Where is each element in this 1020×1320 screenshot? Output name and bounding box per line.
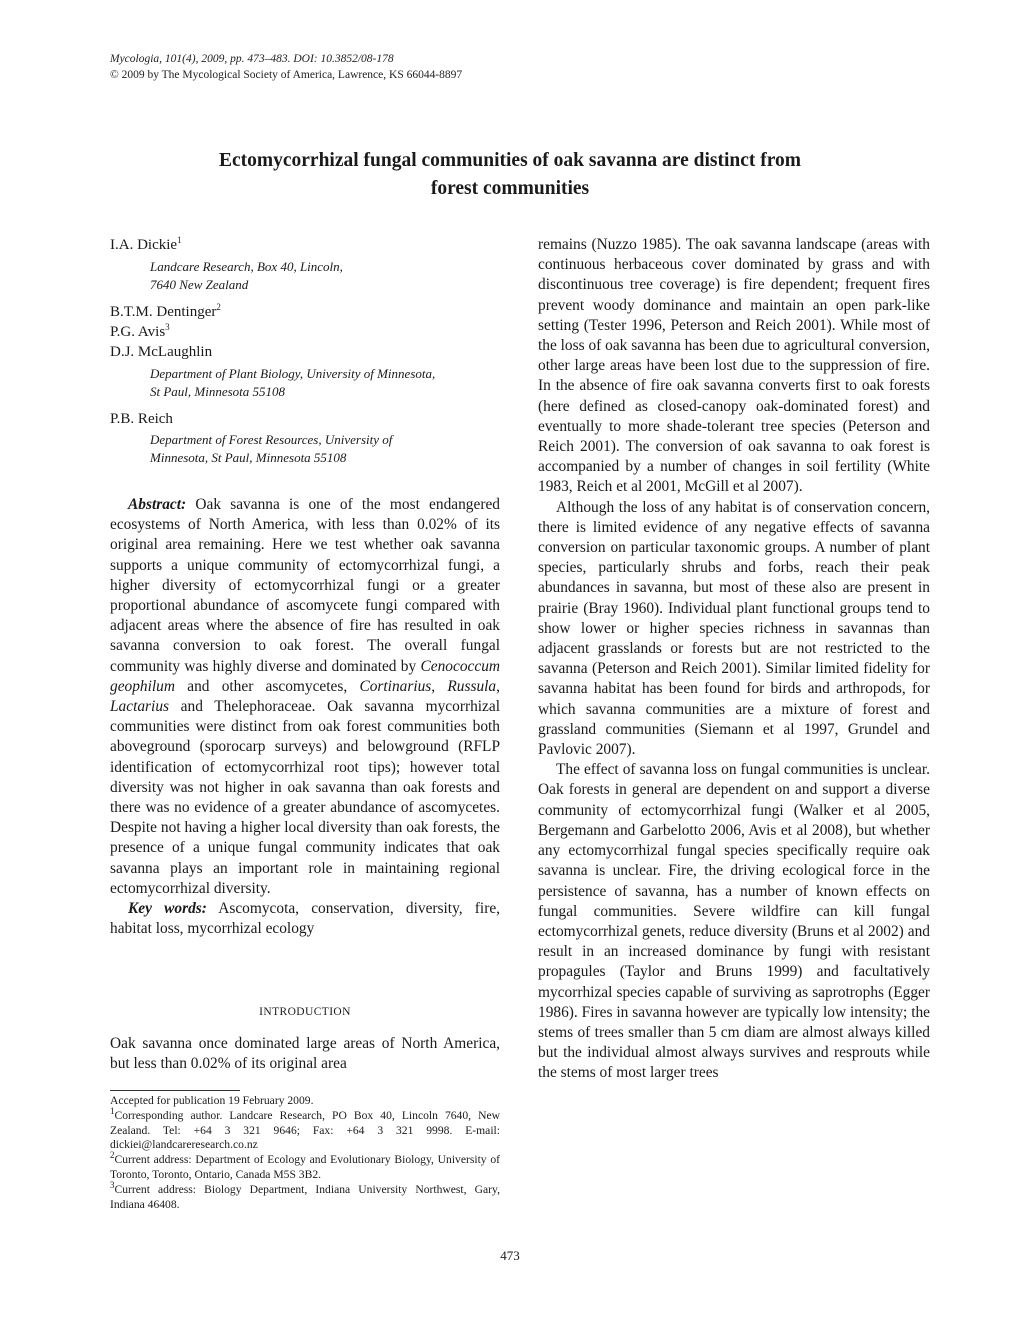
introduction-heading: INTRODUCTION (259, 1006, 351, 1018)
intro-paragraph-3: The effect of savanna loss on fungal communities is unclear. Oak forests in general are dependent on and support a diverse community of ectomycorrhizal fungi (Walker et al 2005, Bergemann and Garbelotto 2006, Avis et al 2008), but whether any ectomycorrhizal fungal species specifically require oak savanna is unclear. Fire, the driving ecological force in the persistence of savanna, has a number of known effects on fungal communities. Severe wildfire can kill fungal ectomycorrhizal genets, reduce diversity (Bruns et al 2002) and result in an increased dominance by fungi with resistant propagules (Taylor and Bruns 1999) and facultatively mycorrhizal species capable of surviving as saprotrophs (Egger 1986). Fires in savanna however are typically low intensity; the stems of trees smaller than 5 cm diam are almost always killed but the individual almost always survives and resprouts while the stems of most larger trees (538, 761, 930, 1082)
intro-paragraph-2: Although the loss of any habitat is of conservation concern, there is limited evidence of any negative effects of savanna conversion on particular taxonomic groups. A number of plant species, particularly shrubs and forbs, reach their peak abundances in savanna, but most of these also are present in prairie (Bray 1960). Individual plant functional groups tend to show lower or higher species richness in savannas than adjacent grasslands or forests but are not restricted to the savanna (Peterson and Reich 2001). Similar limited fidelity for savanna habitat has been found for birds and arthropods, for which savanna communities are a mixture of forest and grassland communities (Siemann et al 1997, Grundel and Pavlovic 2007). (538, 498, 930, 759)
abstract: Abstract: Oak savanna is one of the most endangered ecosystems of North America, with less than 0.02% of its original area remaining. Here we test whether oak savanna supports a unique community of ectomycorrhizal fungi, a higher diversity of ectomycorrhizal fungi or a greater proportional abundance of ascomycete fungi compared with adjacent areas where the absence of fire has resulted in oak savanna conversion to oak forest. The overall fungal community was highly diverse and dominated by Cenococcum geophilum and other ascomycetes, Cortinarius, Russula, Lactarius and Thelephoraceae. Oak savanna mycorrhizal communities were distinct from oak forest communities both aboveground (sporocarp surveys) and belowground (RFLP identification of ectomycorrhizal root tips); however total diversity was not higher in oak savanna than oak forests and there was no evidence of a greater abundance of ascomycetes. Despite not having a higher local diversity than oak forests, the presence of a unique fungal community indicates that oak savanna plays an important role in maintaining regional ectomycorrhizal diversity. Key words: Ascomycota, conservation, diversity, fire, habitat loss, mycorrhizal ecology (110, 495, 500, 939)
title-line-2: forest communities (430, 178, 590, 199)
intro-paragraph-continued: remains (Nuzzo 1985). The oak savanna landscape (areas with continuous herbaceous cover dominated by grass and with discontinuous tree coverage) is fire dependent; frequent fires prevent woody dominance and maintain an open park-like setting (Tester 1996, Peterson and Reich 2001). While most of the loss of oak savanna has been due to agricultural conversion, other large areas have been lost due to the suppression of fire. In the absence of fire oak savanna converts first to oak forests (here defined as closed-canopy oak-dominated forest) and eventually to more shade-tolerant tree species (Peterson and Reich 2001). The conversion of oak savanna to oak forest is accompanied by a number of changes in soil fertility (White 1983, Reich et al 2001, McGill et al 2007). (538, 236, 930, 496)
affiliation-landcare: Landcare Research, Box 40, Lincoln, 7640 New Zealand (150, 259, 343, 292)
footnote-3: $^3$Current address: Biology Department, Indiana University Northwest, Gary, Indiana 46408. (110, 1179, 500, 1211)
right-column (538, 235, 930, 1084)
affiliation-plant-biology: Department of Plant Biology, University of Minnesota, St Paul, Minnesota 55108 (150, 366, 436, 399)
introduction-paragraph: Oak savanna once dominated large areas of North America, but less than 0.02% of its original area (110, 1035, 500, 1073)
article-title (110, 147, 910, 203)
journal-citation: Mycologia, 101(4), 2009, pp. 473–483. DOI: 10.3852/08-178 (110, 53, 394, 65)
footnote-2: $^2$Current address: Department of Ecology and Evolutionary Biology, University of Toronto, Toronto, Ontario, Canada M5S 3B2. (110, 1150, 500, 1181)
accepted-date: Accepted for publication 19 February 2009. (110, 1094, 314, 1107)
title-line-1: Ectomycorrhizal fungal communities of oak savanna are distinct from (218, 150, 802, 171)
footnote-1: $^1$Corresponding author. Landcare Research, PO Box 40, Lincoln 7640, New Zealand. Tel: +64 3 321 9646; Fax: +64 3 321 9998. E-mail: dickiei@landcareresearch.co.nz (110, 1105, 500, 1152)
page-number: 473 (500, 1248, 520, 1263)
author-avis: P.G. Avis$^3$ (110, 322, 170, 340)
author-dentinger: B.T.M. Dentinger$^2$ (110, 302, 221, 320)
footnote-rule (110, 1090, 240, 1091)
affiliation-forest-resources: Department of Forest Resources, University of Minnesota, St Paul, Minnesota 55108 (150, 432, 393, 465)
author-reich: P.B. Reich (110, 411, 173, 427)
key-words: Key words: Ascomycota, conservation, diversity, fire, habitat loss, mycorrhizal ecology (110, 900, 501, 938)
footnotes (110, 1094, 500, 1212)
abstract-label: Abstract: (128, 496, 187, 513)
author-dickie: I.A. Dickie$^1$ (110, 235, 182, 253)
copyright-line: © 2009 by The Mycological Society of America, Lawrence, KS 66044-8897 (110, 69, 463, 81)
author-mclaughlin: D.J. McLaughlin (110, 344, 213, 360)
